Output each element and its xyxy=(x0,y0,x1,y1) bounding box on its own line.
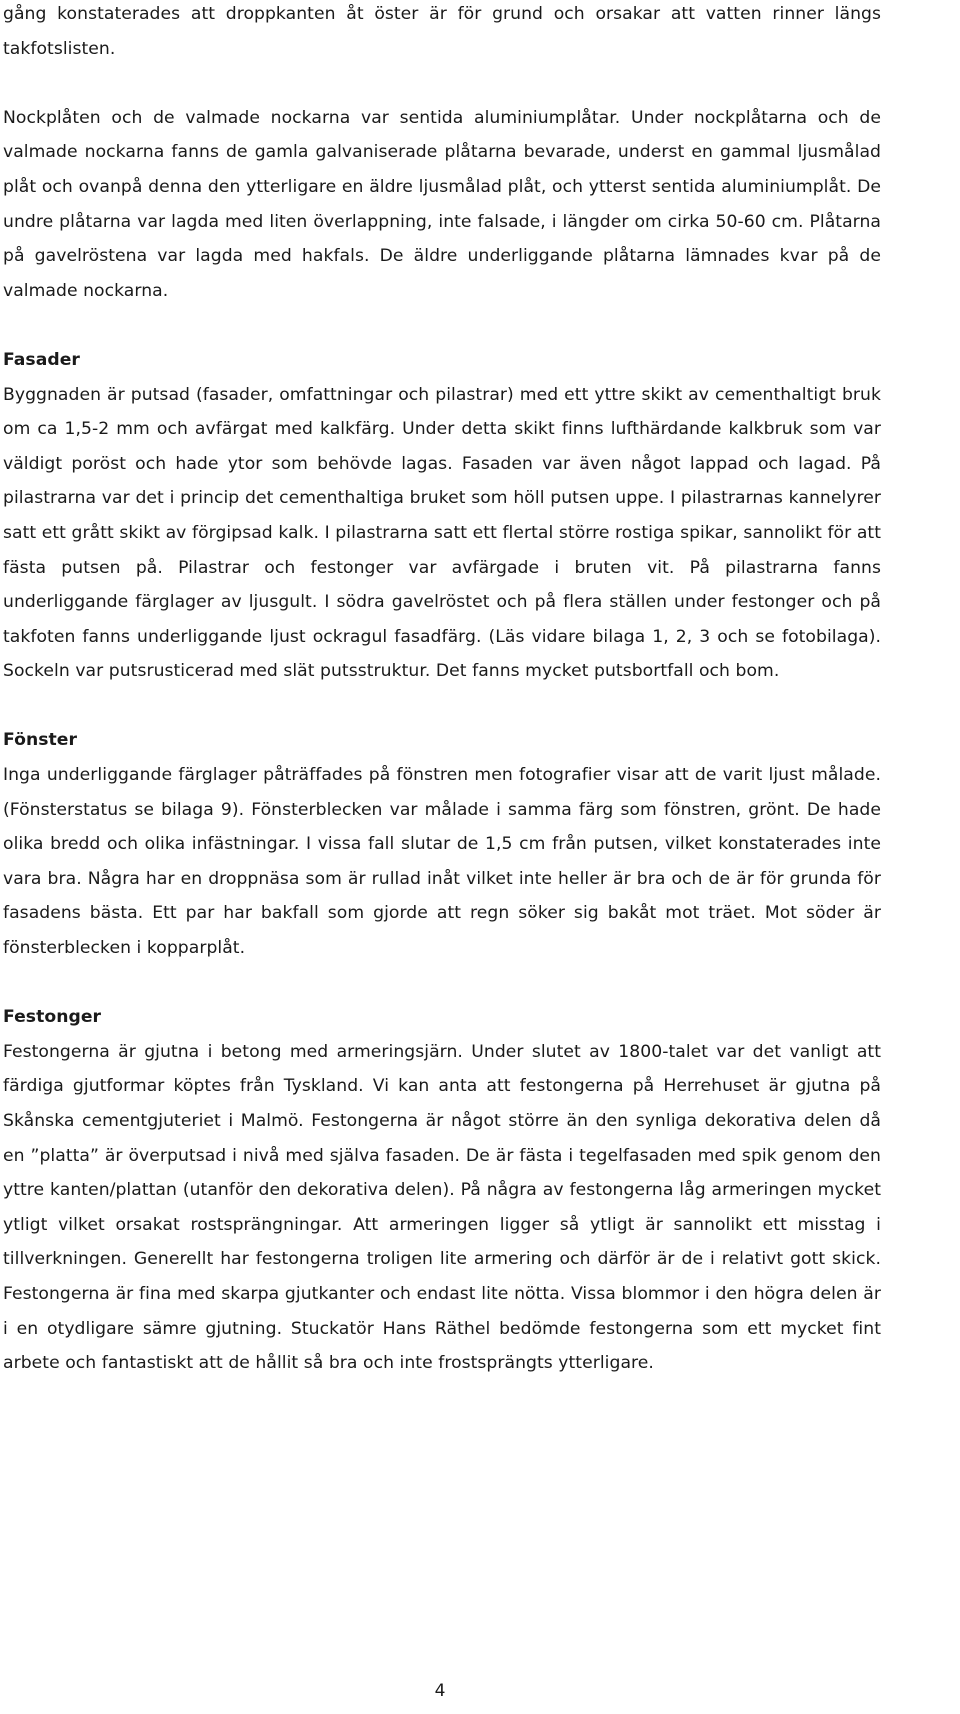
section-body: Festongerna är gjutna i betong med armeringsjärn. Under slutet av 1800-talet var det vanligt att färdiga gjutformar köptes från Tyskland. Vi kan anta att festongerna på Herrehuset är gjutna på Skånska cementgjuteriet i Malmö. Festongerna är något större än den synliga dekorativa delen då en ”platta” är överputsad i nivå med själva fasaden. De är fästa i tegelfasaden med spik genom den yttre kanten/plattan (utanför den dekorativa delen). På några av festongerna låg armeringen mycket ytligt vilket orsakat rostsprängningar. Att armeringen ligger så ytligt är sannolikt ett misstag i tillverkningen. Generellt har festongerna troligen lite armering och därför är de i relativt gott skick. Festongerna är fina med skarpa gjutkanter och endast lite nötta. Vissa blommor i den högra delen är i en otydligare sämre gjutning. Stuckatör Hans Räthel bedömde festongerna som ett mycket fint arbete och fantastiskt att de hållit så bra och inte frostsprängts ytterligare. xyxy=(3,1041,881,1374)
page-number: 4 xyxy=(434,1681,446,1701)
section-fasader xyxy=(3,343,881,689)
document-body xyxy=(3,0,881,1381)
paragraph-gap xyxy=(3,689,881,724)
intro-paragraph: gång konstaterades att droppkanten åt öster är för grund och orsakar att vatten rinner längs takfotslisten. xyxy=(3,4,881,59)
section-body: Byggnaden är putsad (fasader, omfattningar och pilastrar) med ett yttre skikt av cementhaltigt bruk om ca 1,5-2 mm och avfärgat med kalkfärg. Under detta skikt finns lufthärdande kalkbruk som var väldigt poröst och hade ytor som behövde lagas. Fasaden var även något lappad och lagad. På pilastrarna var det i princip det cementhaltiga bruket som höll putsen uppe. I pilastrarnas kannelyrer satt ett grått skikt av förgipsad kalk. I pilastrarna satt ett flertal större rostiga spikar, sannolikt för att fästa putsen på. Pilastrar och festonger var avfärgade i bruten vit. På pilastrarna fanns underliggande färglager av ljusgult. I södra gavelröstet och på flera ställen under festonger och på takfoten fanns underliggande ljust ockragul fasadfärg. (Läs vidare bilaga 1, 2, 3 och se fotobilaga). Sockeln var putsrusticerad med slät putsstruktur. Det fanns mycket putsbortfall och bom. xyxy=(3,384,881,682)
section-heading: Fasader xyxy=(3,349,80,370)
paragraph-gap xyxy=(3,308,881,343)
section-festonger xyxy=(3,1000,881,1381)
paragraph-gap xyxy=(3,66,881,101)
section-fonster xyxy=(3,723,881,965)
plate-paragraph: Nockplåten och de valmade nockarna var sentida aluminiumplåtar. Under nockplåtarna och de valmade nockarna fanns de gamla galvaniserade plåtarna bevarade, underst en gammal ljusmålad plåt och ovanpå denna den ytterligare en äldre ljusmålad plåt, och ytterst sentida aluminiumplåt. De undre plåtarna var lagda med liten överlappning, inte falsade, i längder om cirka 50-60 cm. Plåtarna på gavelröstena var lagda med hakfals. De äldre underliggande plåtarna lämnades kvar på de valmade nockarna. xyxy=(3,107,881,301)
section-body: Inga underliggande färglager påträffades på fönstren men fotografier visar att de varit ljust målade. (Fönsterstatus se bilaga 9). Fönsterblecken var målade i samma färg som fönstren, grönt. De hade olika bredd och olika infästningar. I vissa fall slutar de 1,5 cm från putsen, vilket konstaterades inte vara bra. Några har en droppnäsa som är rullad inåt vilket inte heller är bra och de är för grunda för fasadens bästa. Ett par har bakfall som gjorde att regn söker sig bakåt mot träet. Mot söder är fönsterblecken i kopparplåt. xyxy=(3,765,881,959)
section-heading: Fönster xyxy=(3,730,78,751)
section-heading: Festonger xyxy=(3,1007,102,1028)
paragraph-gap xyxy=(3,966,881,1001)
